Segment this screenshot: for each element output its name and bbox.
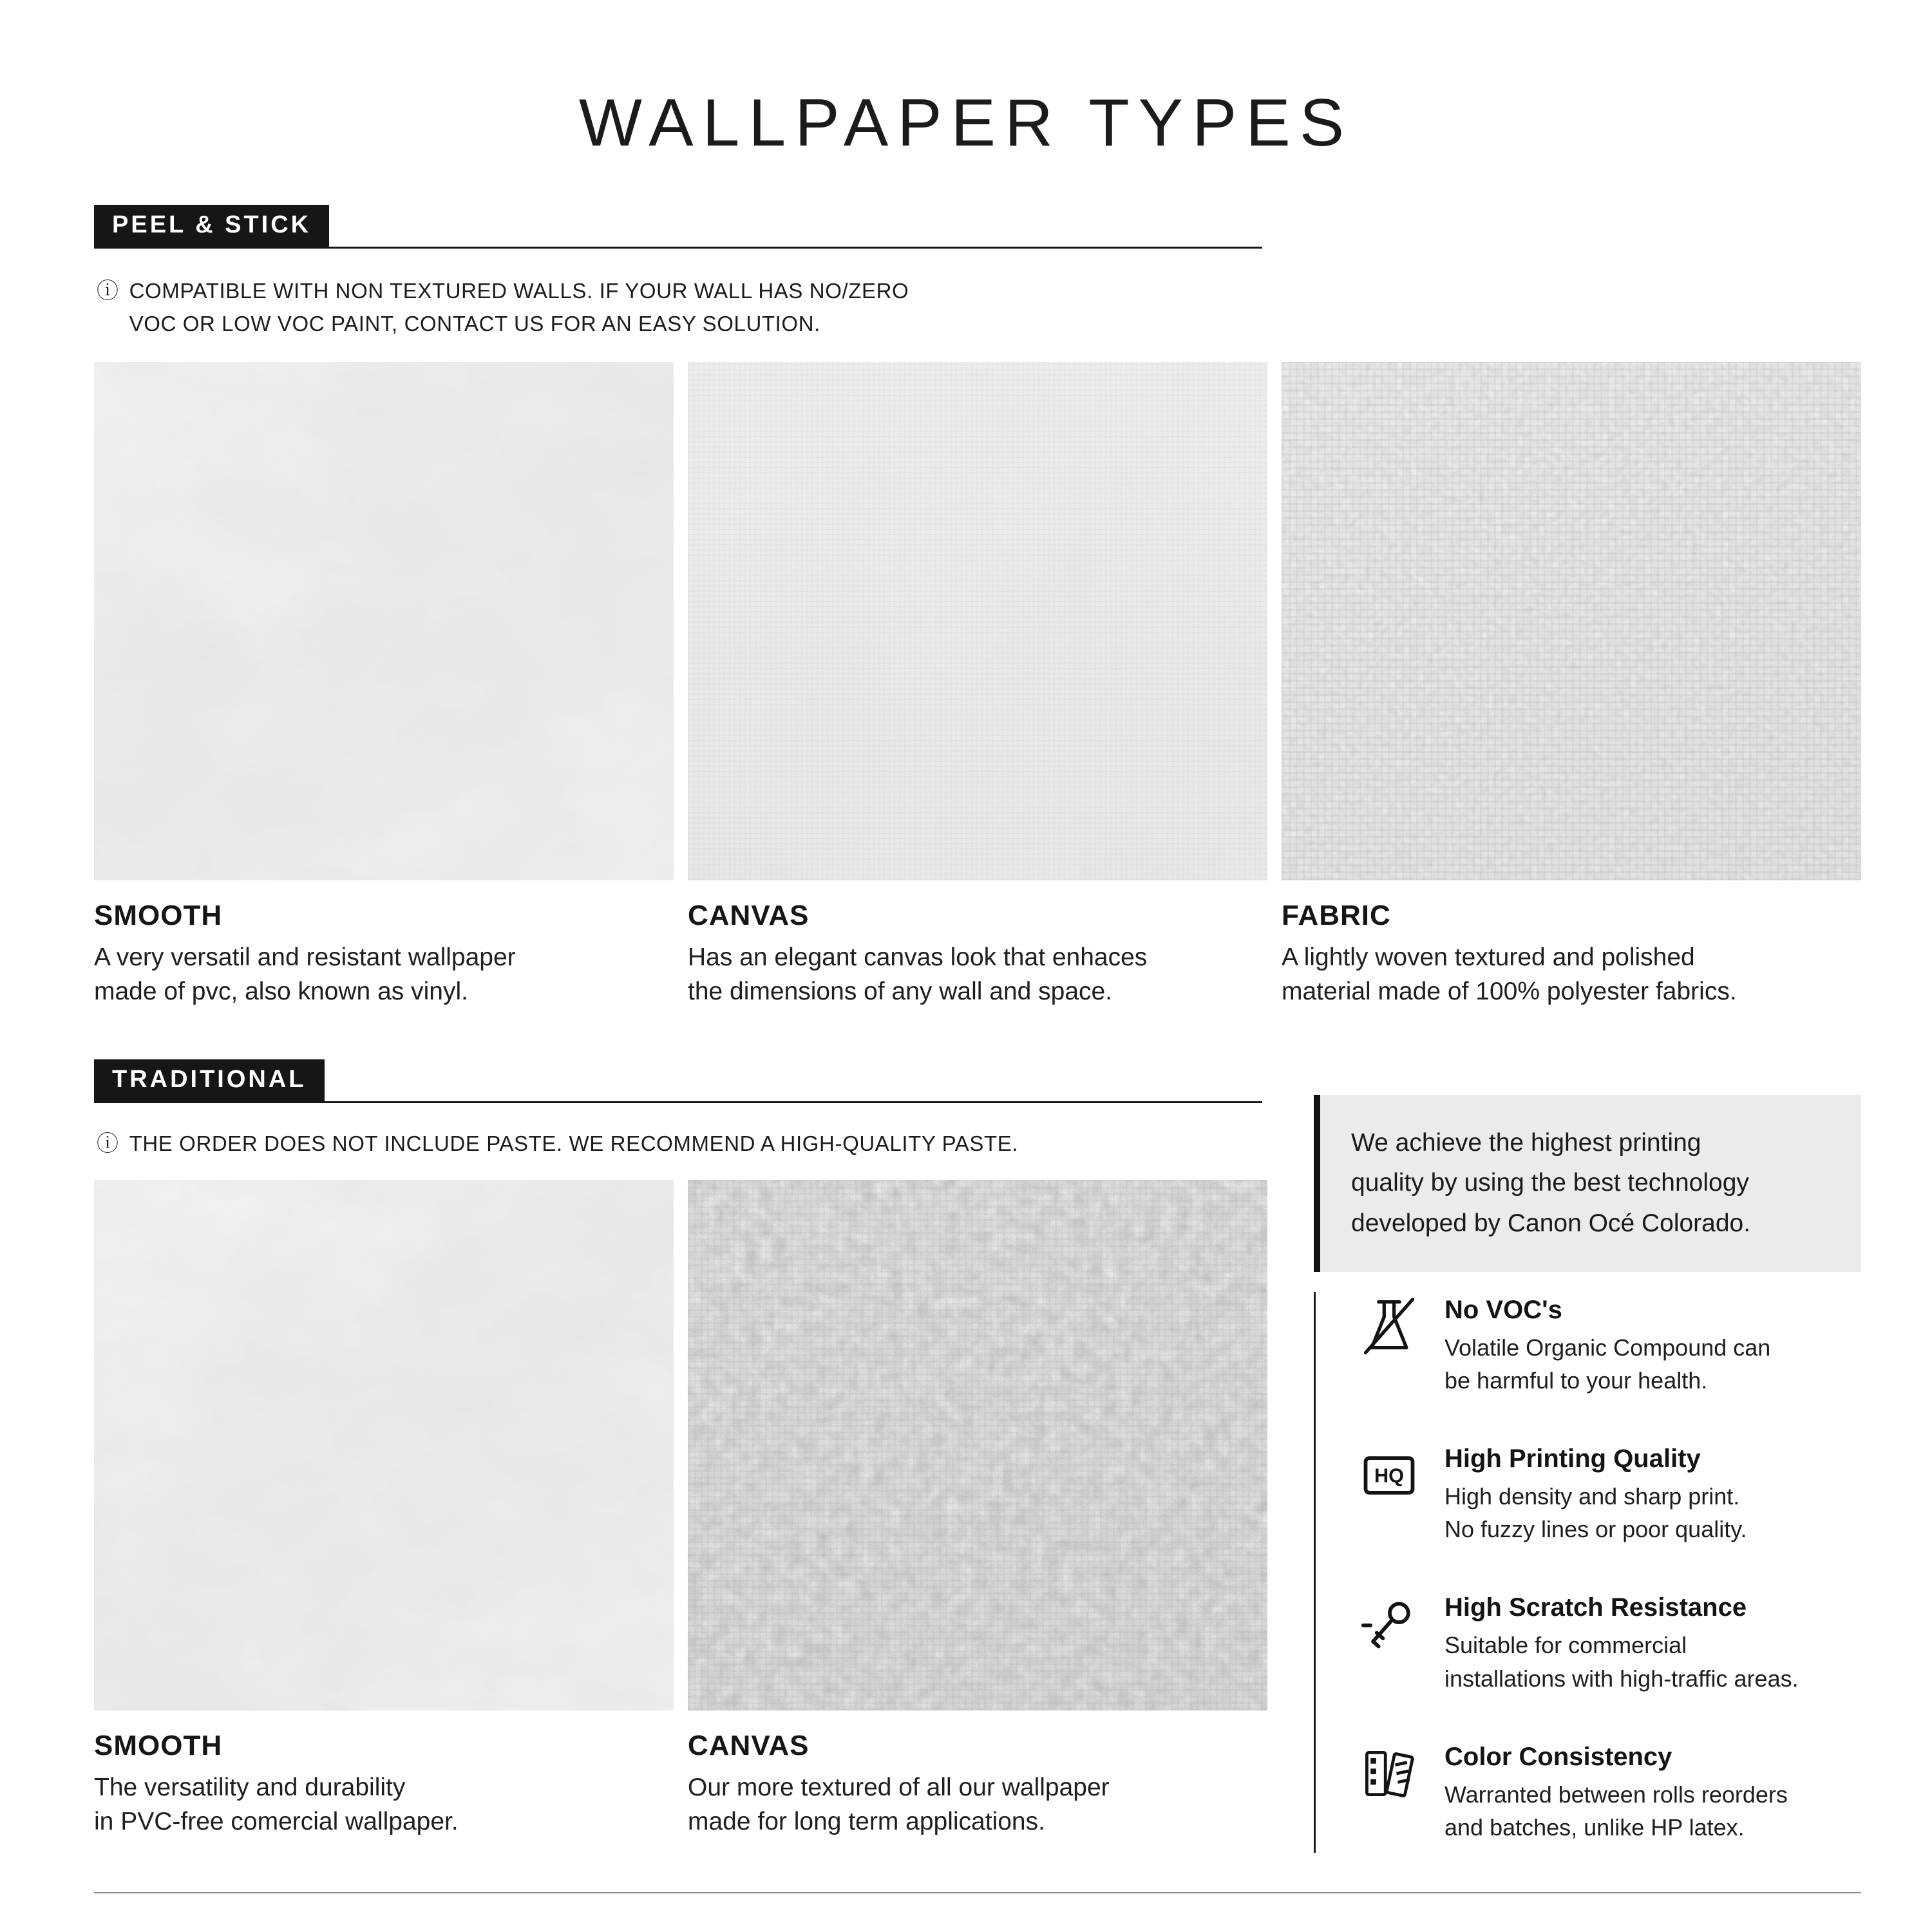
feature-text [1444, 1296, 1770, 1397]
feature-title: Color Consistency [1444, 1742, 1672, 1771]
swatch-title: CANVAS [688, 900, 810, 931]
texture-sample-fine-canvas [688, 362, 1267, 880]
texture-sample-smooth-vinyl [94, 362, 674, 880]
swatch-description: Our more textured of all our wallpaper made for long term applications. [688, 1774, 1110, 1835]
swatch-card-tr-smooth [94, 1180, 674, 1839]
key-icon [1358, 1593, 1420, 1655]
swatch-title: CANVAS [688, 1730, 810, 1761]
feature-text [1444, 1743, 1788, 1844]
swatch-card-ps-fabric [1282, 362, 1861, 1009]
swatch-card-ps-canvas [688, 362, 1267, 1009]
svg-text:HQ: HQ [1374, 1464, 1405, 1487]
swatch-description: The versatility and durability in PVC-free comercial wallpaper. [94, 1774, 459, 1835]
swatch-card-ps-smooth [94, 362, 674, 1009]
texture-sample-woven-fabric [1282, 362, 1861, 880]
section-header-traditional [94, 1059, 1262, 1103]
note-traditional [97, 1127, 1265, 1161]
feature-high-printing-quality [1358, 1444, 1861, 1546]
swatch-description: A very versatil and resistant wallpaper made of pvc, also known as vinyl. [94, 943, 516, 1005]
feature-description: Suitable for commercial installations with high-traffic areas. [1444, 1632, 1799, 1692]
note-text-traditional: THE ORDER DOES NOT INCLUDE PASTE. WE RECOMMEND A HIGH-QUALITY PASTE. [129, 1132, 1019, 1155]
page-title: WALLPAPER TYPES [578, 86, 1354, 160]
printing-quality-statement: We achieve the highest printing quality by using the best technology developed by Canon Océ Colorado. [1314, 1095, 1861, 1272]
feature-list [1314, 1292, 1861, 1853]
bottom-divider [94, 1892, 1861, 1893]
no-voc-icon [1358, 1296, 1420, 1358]
swatch-description: A lightly woven textured and polished material made of 100% polyester fabrics. [1282, 943, 1737, 1005]
feature-text [1444, 1593, 1799, 1694]
traditional-swatch-grid [94, 1180, 1267, 1839]
texture-sample-smooth-nonwoven [94, 1180, 674, 1710]
swatch-title: SMOOTH [94, 900, 223, 931]
feature-title: No VOC's [1444, 1296, 1562, 1324]
feature-title: High Printing Quality [1444, 1444, 1701, 1473]
texture-sample-heavy-canvas [688, 1180, 1267, 1710]
info-icon: ⓘ [97, 279, 119, 303]
info-icon: ⓘ [97, 1132, 119, 1156]
feature-text [1444, 1444, 1747, 1546]
feature-description: Warranted between rolls reorders and batches, unlike HP latex. [1444, 1781, 1788, 1841]
section-badge-peel-stick: PEEL & STICK [94, 205, 329, 247]
feature-color-consistency [1358, 1743, 1861, 1844]
swatch-card-tr-canvas [688, 1180, 1267, 1839]
feature-description: Volatile Organic Compound can be harmful to your health. [1444, 1334, 1771, 1394]
note-text-peel-stick: COMPATIBLE WITH NON TEXTURED WALLS. IF YOUR WALL HAS NO/ZERO VOC OR LOW VOC PAINT, CONTACT US FOR AN EASY SOLUTION. [129, 279, 909, 336]
swatch-title: SMOOTH [94, 1730, 223, 1761]
note-peel-stick [97, 274, 1101, 340]
feature-high-scratch-resistance [1358, 1593, 1861, 1694]
feature-no-voc [1358, 1296, 1861, 1397]
feature-description: High density and sharp print. No fuzzy lines or poor quality. [1444, 1483, 1747, 1543]
hq-icon [1358, 1444, 1420, 1506]
section-badge-traditional: TRADITIONAL [94, 1059, 325, 1101]
section-header-peel-stick [94, 205, 1262, 249]
color-swatches-icon [1358, 1743, 1420, 1804]
feature-title: High Scratch Resistance [1444, 1593, 1747, 1622]
swatch-title: FABRIC [1282, 900, 1391, 931]
peel-stick-swatch-grid [94, 362, 1861, 1009]
swatch-description: Has an elegant canvas look that enhaces the dimensions of any wall and space. [688, 943, 1148, 1005]
